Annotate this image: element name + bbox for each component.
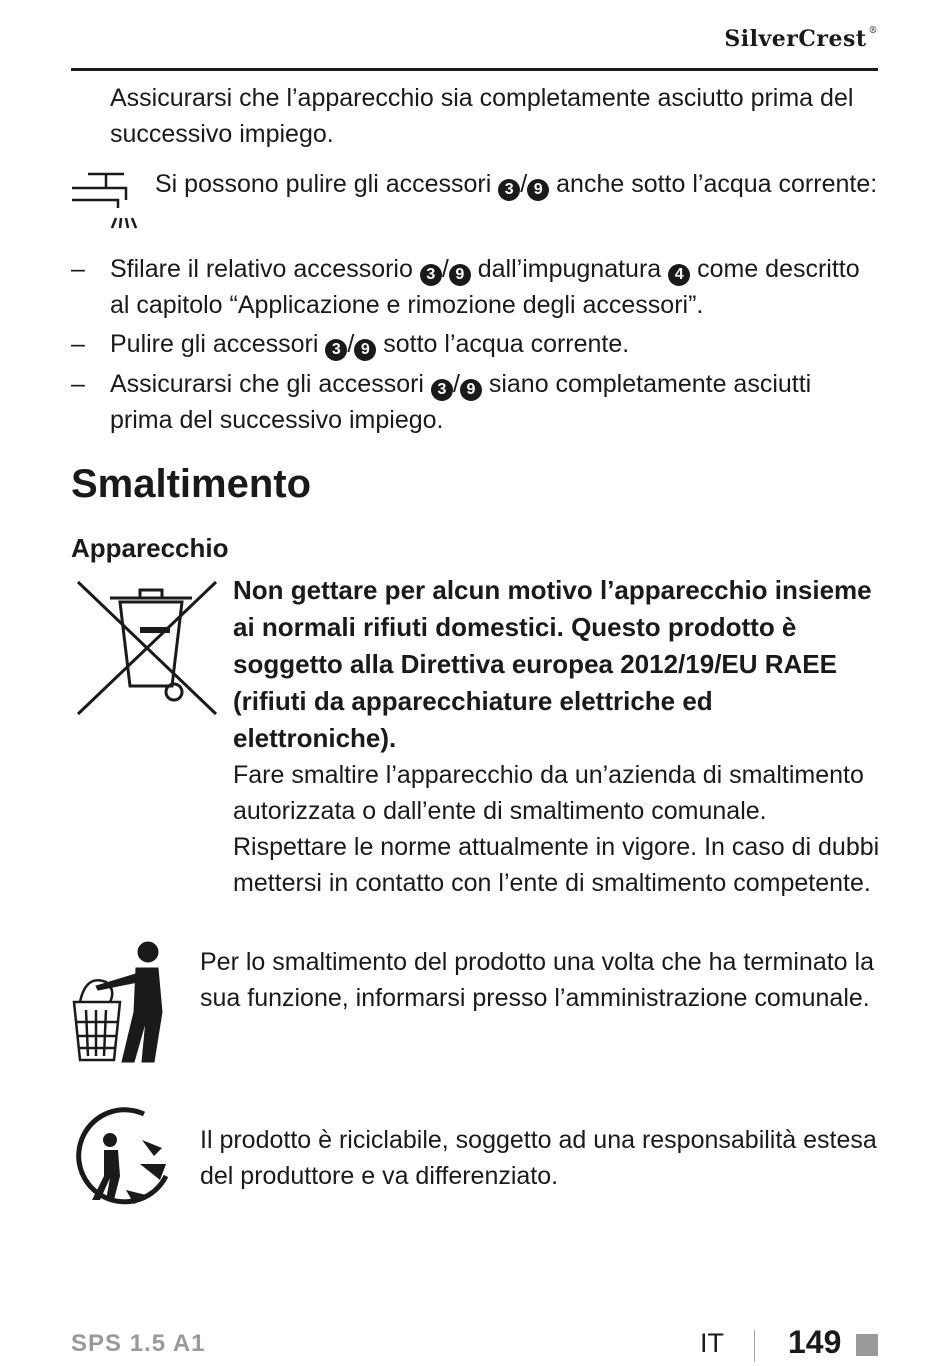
section-subtitle: Apparecchio	[71, 533, 229, 563]
bullet-dash: –	[71, 255, 85, 283]
section-title: Smaltimento	[71, 462, 312, 506]
ref-3-icon: 3	[420, 264, 442, 286]
paragraph-dry: Assicurarsi che l’apparecchio sia completamente asciutto prima del successivo impiego.	[110, 84, 854, 148]
tap-water-icon	[70, 170, 150, 240]
bullet-dash: –	[71, 370, 85, 398]
ref-3-icon: 3	[325, 339, 347, 361]
page-number: 149	[788, 1324, 842, 1360]
crossed-bin-icon	[70, 578, 225, 718]
footer-model: SPS 1.5 A1	[71, 1330, 206, 1357]
ref-9-icon: 9	[460, 379, 482, 401]
footer-language: IT	[700, 1328, 724, 1358]
triman-recycling-icon	[70, 1104, 178, 1210]
ref-4-icon: 4	[668, 264, 690, 286]
header-rule	[71, 68, 878, 71]
ref-9-icon: 9	[449, 264, 471, 286]
bin-text: Per lo smaltimento del prodotto una volta che ha terminato la sua funzione, informarsi presso l’amministrazione comunale.	[200, 948, 874, 1012]
footer-separator	[754, 1330, 755, 1362]
bullet-remove: Sfilare il relativo accessorio 3 / 9 dall’impugnatura 4 come descritto al capitolo “Applicazione e rimozione degli accessori”.	[110, 255, 860, 319]
bullet-clean: Pulire gli accessori 3 / 9 sotto l’acqua corrente.	[110, 326, 880, 362]
bullet-dash: –	[71, 330, 85, 358]
person-bin-icon	[70, 940, 180, 1070]
ref-9-icon: 9	[527, 179, 549, 201]
ref-9-icon: 9	[354, 339, 376, 361]
triman-text: Il prodotto è riciclabile, soggetto ad una responsabilità estesa del produttore e va differenziato.	[200, 1126, 877, 1190]
paragraph-tap: Si possono pulire gli accessori 3 / 9 anche sotto l’acqua corrente:	[155, 166, 880, 202]
bullet-dry: Assicurarsi che gli accessori 3 / 9 siano completamente asciutti prima del successivo impiego.	[110, 370, 812, 434]
ref-3-icon: 3	[498, 179, 520, 201]
weee-warning: Non gettare per alcun motivo l’apparecchio insieme ai normali rifiuti domestici. Questo prodotto è soggetto alla Direttiva europea 2012/19/EU RAEE (rifiuti da apparecchiature elettriche ed elettroniche).	[233, 575, 872, 753]
weee-text: Fare smaltire l’apparecchio da un’azienda di smaltimento autorizzata o dall’ente di smaltimento comunale. Rispettare le norme attualmente in vigore. In caso di dubbi mettersi in contatto con l’ente di smaltimento competente.	[233, 761, 880, 897]
ref-3-icon: 3	[431, 379, 453, 401]
brand-logo: SilverCrest ®	[724, 26, 878, 52]
footer-square-icon	[856, 1334, 878, 1356]
